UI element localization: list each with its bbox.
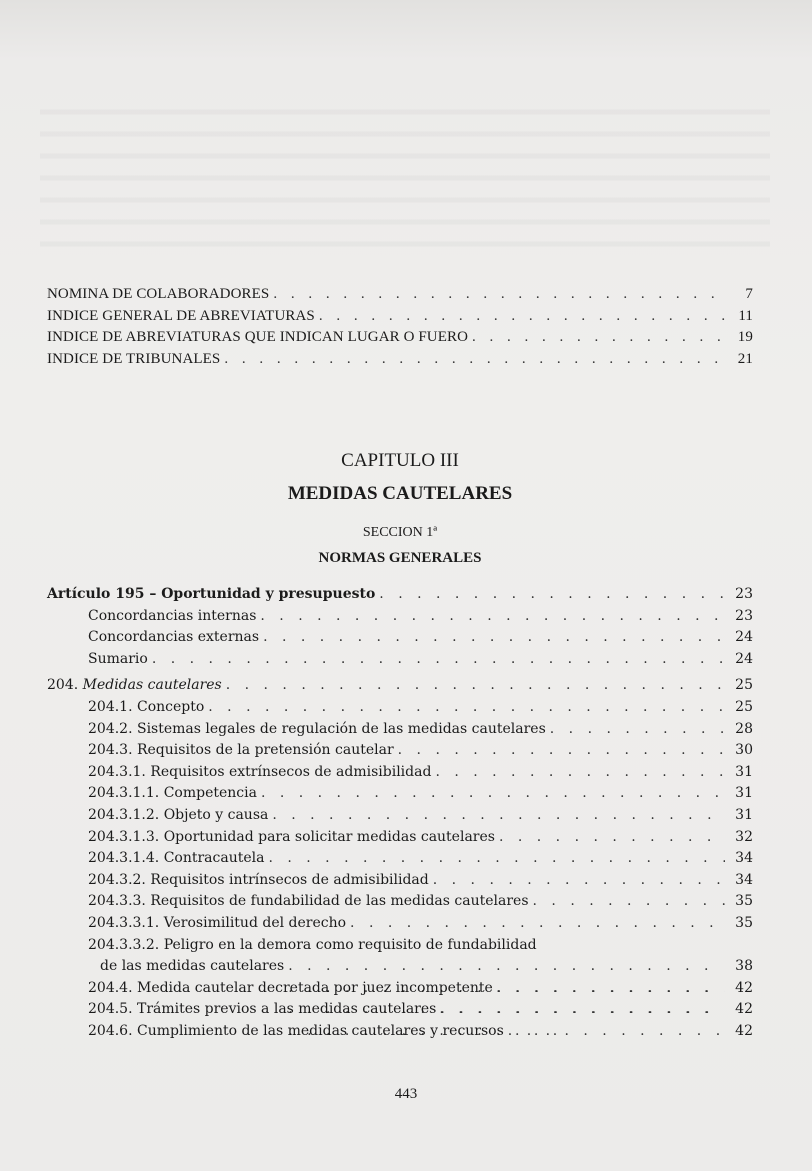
toc-entry-page: 25: [735, 698, 753, 715]
chapter-title: MEDIDAS CAUTELARES: [287, 483, 513, 504]
toc-entry-page: 19: [737, 329, 753, 346]
toc-entry-page: 31: [735, 785, 753, 802]
toc-entry[interactable]: [47, 606, 753, 628]
toc-entry[interactable]: [47, 891, 753, 913]
toc-entry[interactable]: [47, 783, 753, 805]
chapter-heading-block: [47, 447, 753, 575]
chapter-label: CAPITULO III: [341, 450, 459, 471]
toc-entry[interactable]: [47, 284, 753, 306]
toc-entry-page: 28: [735, 720, 753, 737]
toc-entry-title: INDICE GENERAL DE ABREVIATURAS: [47, 307, 315, 324]
article-title: Artículo 195 – Oportunidad y presupuesto: [47, 586, 376, 602]
toc-entry-multiline[interactable]: [47, 935, 753, 978]
toc-entry-page: 30: [735, 742, 753, 759]
toc-entry-page: 35: [735, 893, 753, 910]
toc-entry-title: 204.3.3.1. Verosimilitud del derecho: [88, 914, 347, 931]
toc-entry[interactable]: [47, 913, 753, 935]
toc-entry[interactable]: [47, 870, 753, 892]
toc-entry-title: 204.3.1.1. Competencia: [88, 785, 257, 802]
dot-leader: [350, 913, 725, 935]
toc-entry-title: 204.5. Trámites previos a las medidas cautelares: [88, 1001, 437, 1018]
toc-entry-title: Concordancias internas: [88, 607, 257, 624]
dot-leader: [533, 891, 725, 913]
toc-entry-page: 42: [735, 1001, 753, 1018]
topic-entry[interactable]: [47, 675, 753, 697]
toc-entry-title: 204.3.1. Requisitos extrínsecos de admisibilidad: [88, 763, 432, 780]
dot-leader: [261, 783, 725, 805]
toc-entry-page: 24: [735, 650, 753, 667]
toc-entry-title: 204.3. Requisitos de la pretensión cautelar: [88, 742, 394, 759]
toc-entry-page: 23: [735, 607, 753, 624]
toc-entry-page: 34: [735, 871, 753, 888]
topic-name: Medidas cautelares: [82, 677, 222, 694]
toc-entry[interactable]: [47, 978, 753, 1000]
toc-entry[interactable]: [47, 349, 753, 371]
article-entry[interactable]: [47, 584, 753, 606]
dot-leader: [508, 1021, 725, 1043]
toc-entry-page: 7: [745, 286, 753, 302]
toc-entry[interactable]: [47, 740, 753, 762]
toc-entry-title: Sumario: [88, 650, 148, 667]
toc-entry[interactable]: [47, 627, 753, 649]
toc-entry[interactable]: [47, 827, 753, 849]
toc-entry-title: 204.3.2. Requisitos intrínsecos de admisibilidad: [88, 871, 429, 888]
dot-leader: [263, 627, 725, 649]
dot-leader: [273, 284, 725, 306]
dot-leader: [152, 649, 725, 671]
dot-leader: [433, 870, 725, 892]
toc-entry-title: 204.3.1.3. Oportunidad para solicitar medidas cautelares: [88, 828, 495, 845]
toc-entry[interactable]: [47, 327, 753, 349]
toc-entry[interactable]: [47, 649, 753, 671]
dot-leader: [472, 327, 725, 349]
toc-entry-page: 42: [735, 1022, 753, 1039]
dot-leader: [226, 675, 725, 697]
toc-entry-page: 31: [735, 763, 753, 780]
toc-entry-title: 204.2. Sistemas legales de regulación de las medidas cautelares: [88, 720, 546, 737]
toc-entry-title: 204.1. Concepto: [88, 698, 205, 715]
topic-title: [47, 675, 226, 697]
dot-leader: [440, 999, 725, 1021]
dot-leader: [260, 606, 725, 628]
toc-entry[interactable]: [47, 719, 753, 741]
toc-entry-title: INDICE DE ABREVIATURAS QUE INDICAN LUGAR O FUERO: [47, 329, 469, 346]
toc-entry-title: 204.3.1.4. Contracautela: [88, 850, 265, 867]
dot-leader: [435, 762, 725, 784]
toc-entry-title: 204.3.3. Requisitos de fundabilidad de las medidas cautelares: [88, 893, 529, 910]
dot-leader: [550, 719, 725, 741]
toc-entry-title: 204.6. Cumplimiento de las medidas cautelares y recursos: [88, 1022, 504, 1039]
toc-entry-title: INDICE DE TRIBUNALES: [47, 350, 221, 367]
dot-leader: [319, 306, 725, 328]
toc-entry[interactable]: [47, 306, 753, 328]
toc-entry-page: 31: [735, 806, 753, 823]
dot-leader: [224, 349, 725, 371]
dot-leader: [497, 978, 725, 1000]
chapter-contents-list: [47, 584, 753, 1042]
article-page: 23: [735, 586, 753, 602]
toc-entry[interactable]: [47, 999, 753, 1021]
dot-leader: [398, 740, 725, 762]
toc-entry-page: 11: [738, 307, 753, 324]
dot-leader: [272, 805, 725, 827]
dot-leader: [379, 584, 725, 606]
toc-entry[interactable]: [47, 848, 753, 870]
dot-leader: [499, 827, 725, 849]
dot-leader: [268, 848, 725, 870]
toc-entry-page: 42: [735, 979, 753, 996]
section-label: SECCION 1ª: [362, 525, 438, 540]
front-matter-list: [47, 284, 753, 370]
topic-number: 204.: [47, 677, 79, 694]
dot-leader: [208, 697, 725, 719]
toc-entry-page: 21: [737, 350, 753, 367]
toc-entry-title: 204.3.1.2. Objeto y causa: [88, 806, 269, 823]
toc-entry-page: 32: [735, 828, 753, 845]
toc-entry-title-line2: de las medidas cautelares: [100, 958, 285, 975]
toc-entry-page: 24: [735, 629, 753, 646]
toc-entry-page: 38: [735, 958, 753, 975]
toc-entry-title-line1: 204.3.3.2. Peligro en la demora como requisito de fundabilidad: [88, 936, 537, 953]
toc-entry-title: Concordancias externas: [88, 629, 260, 646]
toc-entry[interactable]: [47, 762, 753, 784]
toc-entry-title: NOMINA DE COLABORADORES: [47, 286, 270, 302]
page-number: 443: [394, 1086, 418, 1102]
topic-page: 25: [735, 677, 753, 694]
toc-entry[interactable]: [47, 805, 753, 827]
toc-entry-page: 34: [735, 850, 753, 867]
section-title: NORMAS GENERALES: [318, 550, 482, 566]
toc-entry-title: 204.4. Medida cautelar decretada por juez incompetente: [88, 979, 493, 996]
toc-entry-page: 35: [735, 914, 753, 931]
toc-entry-line2: [88, 956, 753, 978]
toc-entry[interactable]: [47, 1021, 753, 1043]
toc-entry[interactable]: [47, 697, 753, 719]
bleed-through-area: [40, 95, 770, 255]
